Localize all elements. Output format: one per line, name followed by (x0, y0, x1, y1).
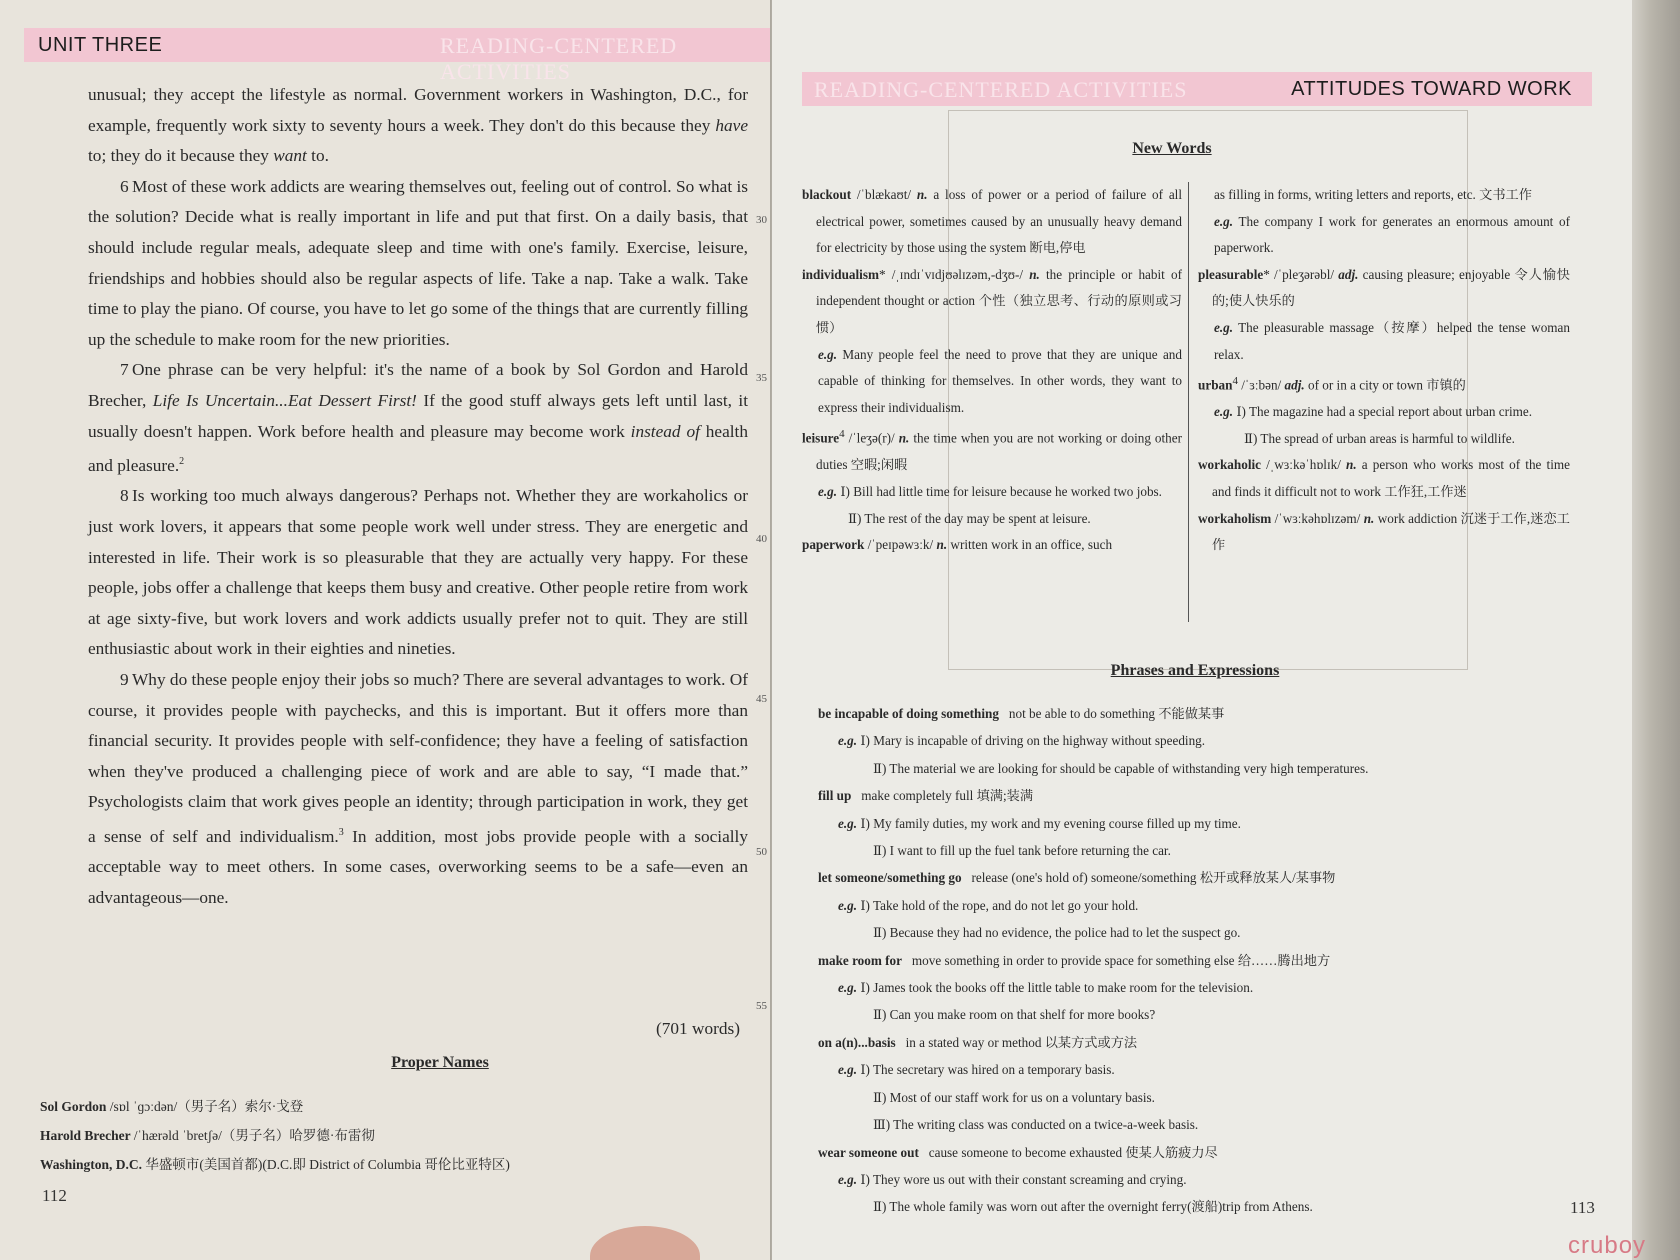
line-number: 50 (756, 846, 767, 858)
phrase-example: Ⅱ) Most of our staff work for us on a voluntary basis. (873, 1089, 1155, 1105)
paragraph-number: 7 (120, 360, 129, 380)
phrase-entry: let someone/something go release (one's hold of) someone/something 松开或释放某人/某事物 (818, 870, 1336, 886)
new-words-column-1 (802, 182, 1182, 559)
page-number-left: 112 (42, 1186, 67, 1205)
paragraph (88, 665, 748, 914)
proper-name-entry (40, 1121, 740, 1150)
vocab-entry: blackout /ˈblækaʊt/ n. a loss of power or a period of failure of all electrical power, sometimes caused by an unusually heavy demand for electricity by those using the system 断电,停电 (802, 187, 1182, 256)
vocab-entry: leisure$^4$ /ˈleʒə(r)/ n. the time when you are not working or doing other duties 空暇;闲暇 (802, 428, 1183, 473)
unit-banner-ghost: READING-CENTERED ACTIVITIES (440, 33, 678, 84)
paragraph (88, 481, 748, 665)
paragraph-text: One phrase can be very helpful: it's the name of a book by Sol Gordon and Harold Brecher, Life Is Uncertain...Eat Dessert First! If the good stuff always gets left until last, it usually doesn't happen. Work before health and pleasure may become work instead of health and pleasure.$^2$ (88, 360, 748, 475)
paragraph-text: Is working too much always dangerous? Perhaps not. Whether they are workaholics or just work lovers, it appears that some people work well under stress. They are energetic and interested in life. Their work is so pleasurable that they are actually very happy. For these people, jobs offer a challenge that keeps them busy and creative. Other people retire from work at age sixty-five, but work lovers and work addicts usually prefer not to quit. They are still enthusiastic about work in their eighties and nineties. (88, 486, 748, 659)
phrase-entry: make room for move something in order to provide space for something else 给……腾出地方 (818, 952, 1331, 968)
line-number: 30 (756, 214, 767, 226)
theme-label: ATTITUDES TOWARD WORK (1291, 78, 1572, 100)
watermark: cruboy (1568, 1232, 1647, 1259)
new-words-title: New Words (1132, 140, 1212, 157)
proper-name-term: Harold Brecher (40, 1128, 134, 1143)
proper-names-title: Proper Names (391, 1054, 489, 1071)
vocab-entry: e.g. The company I work for generates an enormous amount of paperwork. (1214, 213, 1570, 256)
paragraph (88, 355, 748, 481)
proper-name-gloss: /ˈhærəld ˈbretʃə/（男子名）哈罗德·布雷彻 (133, 1128, 375, 1143)
vocab-entry: workaholic /ˌwɜːkəˈhɒlɪk/ n. a person who works most of the time and finds it difficult not to work 工作狂,工作迷 (1198, 457, 1570, 499)
phrases-list (818, 700, 1598, 1221)
page-number-right: 113 (1570, 1198, 1595, 1217)
new-words-column-2 (1198, 182, 1570, 559)
column-divider (1188, 182, 1189, 622)
phrases-title: Phrases and Expressions (1110, 662, 1280, 679)
theme-banner (802, 72, 1592, 106)
unit-label: UNIT THREE (38, 34, 163, 56)
phrase-example: e.g. Ⅰ) My family duties, my work and my evening course filled up my time. (838, 815, 1241, 831)
vocab-entry: e.g. Ⅰ) Bill had little time for leisure because he worked two jobs. (818, 483, 1162, 499)
proper-name-term: Washington, D.C. (40, 1157, 146, 1172)
phrase-entry: on a(n)...basis in a stated way or method 以某方式或方法 (818, 1034, 1138, 1050)
phrase-example: Ⅱ) I want to fill up the fuel tank before returning the car. (873, 843, 1171, 859)
line-number: 55 (756, 1000, 767, 1012)
paragraph (88, 172, 748, 356)
vocab-entry: pleasurable* /ˈpleʒərəbl/ adj. causing pleasure; enjoyable 令人愉快的;使人快乐的 (1198, 266, 1570, 309)
phrase-entry: be incapable of doing something not be able to do something 不能做某事 (818, 706, 1225, 721)
paragraph-number: 6 (120, 176, 129, 196)
thumb (590, 1226, 700, 1260)
reading-passage (88, 80, 748, 914)
proper-name-entry (40, 1092, 740, 1121)
theme-banner-ghost: READING-CENTERED ACTIVITIES (814, 77, 1188, 102)
vocab-entry: Ⅱ) The spread of urban areas is harmful to wildlife. (1244, 430, 1515, 446)
word-count: (701 words) (656, 1019, 740, 1038)
proper-name-term: Sol Gordon (40, 1099, 110, 1114)
phrase-example: Ⅱ) The material we are looking for should be capable of withstanding very high temperatures. (873, 760, 1369, 776)
phrase-example: Ⅲ) The writing class was conducted on a twice-a-week basis. (873, 1117, 1199, 1133)
vocab-entry: individualism* /ˌɪndɪˈvɪdjʊəlɪzəm,-dʒʊ-/ n. the principle or habit of independent thought or action 个性（独立思考、行动的原则或习惯） (802, 266, 1182, 335)
paragraph-number: 8 (120, 486, 129, 506)
vocab-entry: workaholism /ˈwɜːkəhɒlɪzəm/ n. work addiction 沉迷于工作,迷恋工作 (1198, 510, 1570, 553)
proper-name-entry (40, 1150, 740, 1179)
left-page (0, 0, 780, 1260)
proper-name-gloss: 华盛顿市(美国首都)(D.C.即 District of Columbia 哥伦比亚特区) (145, 1157, 510, 1172)
phrase-entry: fill up make completely full 填满;装满 (818, 788, 1034, 804)
paragraph-text: unusual; they accept the lifestyle as normal. Government workers in Washington, D.C., for example, frequently work sixty to seventy hours a week. They don't do this because they have to; they do it because they want to. (88, 85, 748, 166)
vocab-entry: Ⅱ) The rest of the day may be spent at leisure. (848, 510, 1091, 526)
paragraph (88, 80, 748, 172)
line-number: 45 (756, 693, 767, 705)
vocab-entry: e.g. Ⅰ) The magazine had a special report about urban crime. (1214, 404, 1533, 420)
vocab-entry: e.g. The pleasurable massage（按摩）helped the tense woman relax. (1214, 319, 1570, 362)
proper-name-gloss: /sɒl ˈɡɔːdən/（男子名）索尔·戈登 (109, 1099, 304, 1114)
line-number: 40 (756, 533, 767, 545)
book-page-edge (1632, 0, 1680, 1260)
phrase-example: e.g. Ⅰ) Take hold of the rope, and do not let go your hold. (838, 897, 1139, 913)
vocab-entry: urban$^4$ /ˈɜːbən/ adj. of or in a city or town 市镇的 (1198, 375, 1466, 393)
phrase-example: e.g. Ⅰ) They wore us out with their constant screaming and crying. (838, 1171, 1187, 1187)
paragraph-text: Why do these people enjoy their jobs so much? There are several advantages to work. Of course, it provides people with paychecks, and this is important. But it offers more than financial security. It provides people with self-confidence; they have a feeling of satisfaction when they've produced a challenging piece of work and are able to say, “I made that.” Psychologists claim that work gives people an identity; through participation in work, they get a sense of self and individualism.$^3$ In addition, most jobs provide people with a socially acceptable way to meet others. In some cases, overworking seems to be a safe—even an advantageous—one. (88, 670, 748, 907)
phrase-example: Ⅱ) Because they had no evidence, the police had to let the suspect go. (873, 925, 1241, 941)
phrase-entry: wear someone out cause someone to become exhausted 使某人筋疲力尽 (818, 1144, 1218, 1160)
vocab-entry: e.g. Many people feel the need to prove that they are unique and capable of thinking for themselves. In other words, they want to express their individualism. (818, 346, 1182, 415)
line-number: 35 (756, 372, 767, 384)
phrase-example: e.g. Ⅰ) Mary is incapable of driving on the highway without speeding. (838, 733, 1206, 749)
paragraph-number: 9 (120, 670, 129, 690)
vocab-entry: paperwork /ˈpeɪpəwɜːk/ n. written work in an office, such (802, 537, 1113, 553)
unit-banner (24, 28, 776, 84)
vocab-entry: as filling in forms, writing letters and reports, etc. 文书工作 (1214, 187, 1532, 202)
phrase-example: e.g. Ⅰ) James took the books off the little table to make room for the television. (838, 980, 1254, 996)
phrase-example: Ⅱ) Can you make room on that shelf for more books? (873, 1007, 1156, 1023)
proper-names-list (40, 1092, 740, 1179)
paragraph-text: Most of these work addicts are wearing themselves out, feeling out of control. So what is the solution? Decide what is really important in life and put that first. On a daily basis, that should include regular meals, adequate sleep and time with one's family. Exercise, leisure, friendships and hobbies should also be regular aspects of life. Take a nap. Take a walk. Take time to play the piano. Of course, you have to let go some of the things that are currently filling up the schedule to make room for the new priorities. (88, 176, 748, 349)
phrase-example: e.g. Ⅰ) The secretary was hired on a temporary basis. (838, 1062, 1115, 1078)
phrase-example: Ⅱ) The whole family was worn out after the overnight ferry(渡船)trip from Athens. (873, 1199, 1313, 1215)
